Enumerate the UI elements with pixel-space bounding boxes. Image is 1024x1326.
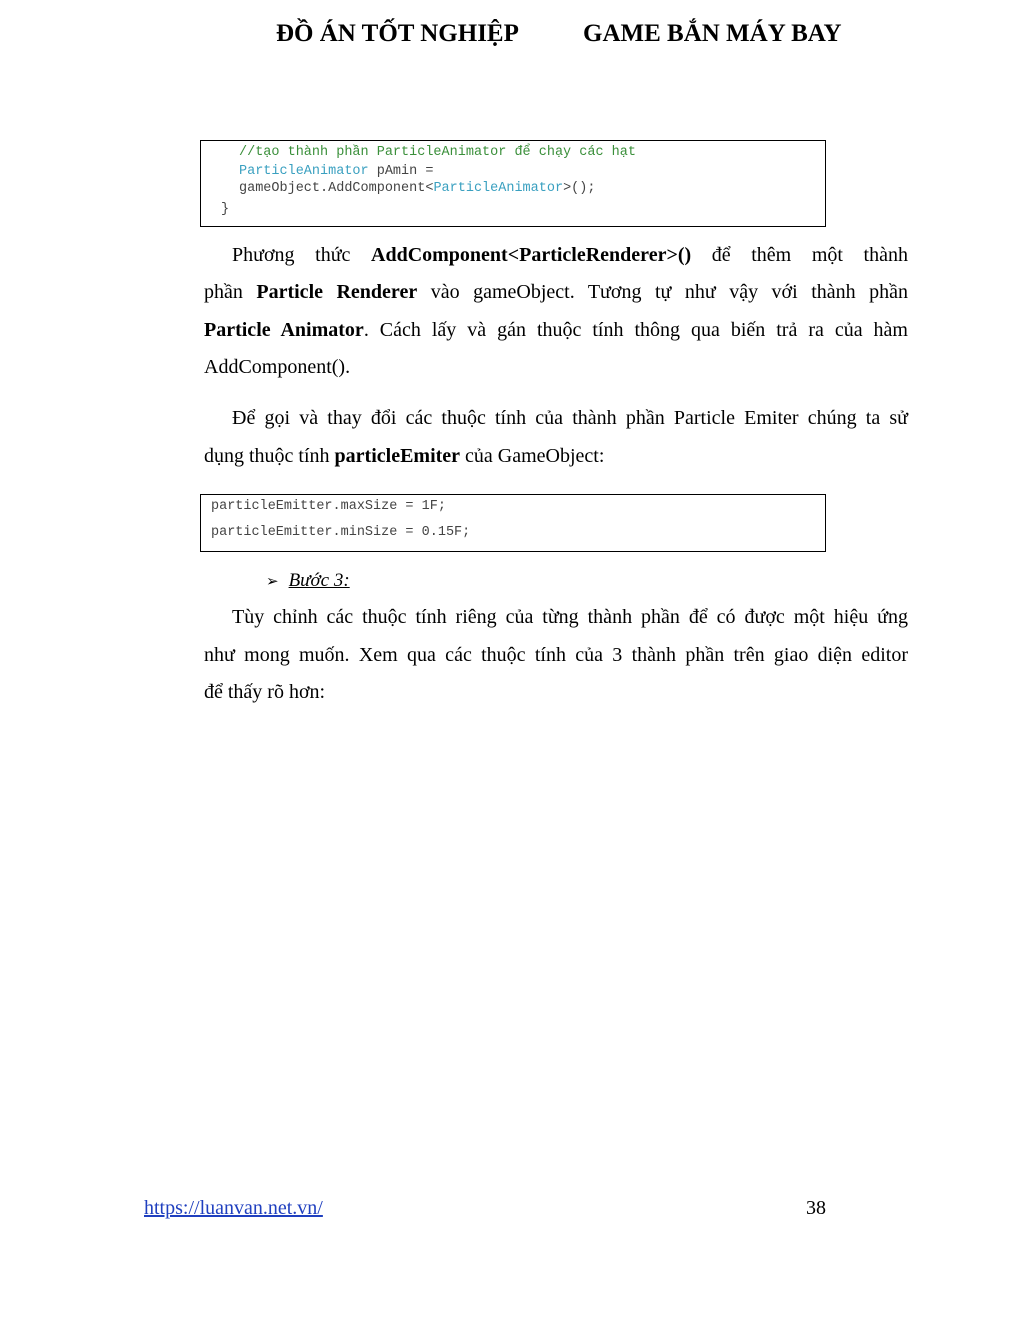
paragraph-line: AddComponent(). bbox=[204, 356, 351, 378]
text-span: . Cách lấy và gán thuộc tính thông qua biến trả ra của hàm bbox=[363, 319, 908, 341]
step-heading bbox=[266, 566, 350, 596]
code-call-prefix: gameObject.AddComponent< bbox=[239, 181, 434, 196]
footer-website-link[interactable]: https://luanvan.net.vn/ bbox=[144, 1197, 323, 1219]
bold-term: Particle Renderer bbox=[256, 281, 418, 303]
paragraph-line bbox=[204, 441, 908, 471]
code-line-declaration bbox=[239, 163, 433, 180]
bold-method-name: AddComponent<ParticleRenderer>() bbox=[371, 244, 692, 266]
code-comment: //tạo thành phần ParticleAnimator để chạy các hạt bbox=[239, 145, 636, 160]
code-closing-brace: } bbox=[221, 202, 230, 217]
paragraph-line: Để gọi và thay đổi các thuộc tính của thành phần Particle Emiter chúng ta sử bbox=[232, 407, 908, 429]
header-right-title: GAME BẮN MÁY BAY bbox=[583, 20, 842, 47]
text-span: Phương thức bbox=[232, 244, 372, 266]
code-generic-type: ParticleAnimator bbox=[433, 181, 564, 196]
step-label: Bước 3: bbox=[288, 570, 350, 591]
code-line-addcomponent bbox=[239, 180, 595, 197]
code-block-particle-emitter bbox=[200, 494, 826, 552]
paragraph-line: để thấy rõ hơn: bbox=[204, 681, 326, 703]
page-number: 38 bbox=[806, 1197, 826, 1219]
bold-term: particleEmiter bbox=[334, 445, 461, 467]
text-span: vào gameObject. Tương tự như vậy với thành phần bbox=[417, 281, 908, 303]
header-left-title: ĐỒ ÁN TỐT NGHIỆP bbox=[276, 20, 519, 47]
code-line-maxsize: particleEmitter.maxSize = 1F; bbox=[211, 499, 446, 514]
code-type-name: ParticleAnimator bbox=[239, 164, 369, 179]
paragraph-line bbox=[204, 240, 908, 270]
text-span: của GameObject: bbox=[460, 445, 605, 467]
bold-term: Particle Animator bbox=[204, 319, 364, 341]
page-header bbox=[0, 20, 1024, 60]
text-span: dụng thuộc tính bbox=[204, 445, 335, 467]
text-span: phần bbox=[204, 281, 257, 303]
paragraph-line: Tùy chỉnh các thuộc tính riêng của từng thành phần để có được một hiệu ứng bbox=[232, 606, 908, 628]
paragraph-line bbox=[204, 277, 908, 307]
code-variable: pAmin = bbox=[368, 164, 434, 179]
paragraph-line bbox=[204, 315, 908, 345]
code-block-particle-animator bbox=[200, 140, 826, 227]
code-call-suffix: >(); bbox=[563, 181, 596, 196]
paragraph-line: như mong muốn. Xem qua các thuộc tính của 3 thành phần trên giao diện editor bbox=[204, 644, 908, 666]
code-line-minsize: particleEmitter.minSize = 0.15F; bbox=[211, 525, 471, 540]
text-span: để thêm một thành bbox=[691, 244, 908, 266]
arrow-bullet-icon: ➢ bbox=[266, 572, 279, 590]
